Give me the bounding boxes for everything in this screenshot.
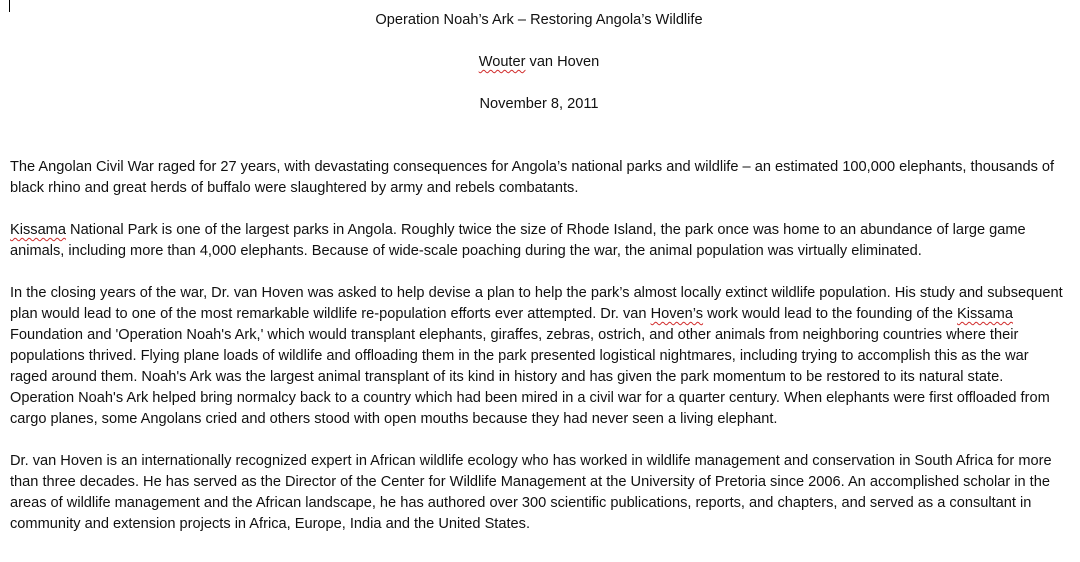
document-author xyxy=(10,52,1068,73)
paragraph-3-text-b: work would lead to the founding of the xyxy=(703,306,957,322)
spellcheck-word-hovens[interactable]: Hoven’s xyxy=(650,306,704,322)
document-body[interactable] xyxy=(10,10,1068,535)
spellcheck-word-kissama-2[interactable]: Kissama xyxy=(957,306,1013,322)
paragraph-2-text: National Park is one of the largest parks in Angola. Roughly twice the size of Rhode Island, the park once was home to an abundance of large game animals, including more than 4,000 elephants. Because of wide-scale poaching during the war, the animal population was virtually eliminated. xyxy=(10,222,1026,259)
paragraph-3 xyxy=(10,283,1068,430)
author-surname: van Hoven xyxy=(525,54,600,70)
spacer xyxy=(10,115,1068,157)
paragraph-3-text-a: In the closing years of the war, Dr. van Hoven was asked to help devise a plan to help the park’s almost locally extinct wildlife population. His study and subsequent plan would lead to one of the most remarkable wildlife re-population efforts ever attempted. Dr. van xyxy=(10,285,1063,322)
document-date: November 8, 2011 xyxy=(479,96,599,112)
paragraph-1: The Angolan Civil War raged for 27 years, with devastating consequences for Angola’s national parks and wildlife – an estimated 100,000 elephants, thousands of black rhino and great herds of buffalo were slaughtered by army and rebels combatants. xyxy=(10,159,1055,196)
spacer xyxy=(10,430,1068,451)
spacer xyxy=(10,262,1068,283)
paragraph-2 xyxy=(10,220,1068,262)
spellcheck-word-kissama[interactable]: Kissama xyxy=(10,222,66,238)
spellcheck-word-author[interactable]: Wouter xyxy=(478,54,526,70)
spacer xyxy=(10,199,1068,220)
document-title: Operation Noah’s Ark – Restoring Angola’s Wildlife xyxy=(375,12,703,28)
paragraph-4: Dr. van Hoven is an internationally recognized expert in African wildlife ecology who has worked in wildlife management and conservation in South Africa for more than three decades. He has served as the Director of the Center for Wildlife Management at the University of Pretoria since 2006. An accomplished scholar in the areas of wildlife management and the African landscape, he has authored over 300 scientific publications, reports, and chapters, and served as a consultant in community and extension projects in Africa, Europe, India and the United States. xyxy=(10,453,1052,532)
paragraph-3-text-c: Foundation and 'Operation Noah's Ark,' which would transplant elephants, giraffes, zebras, ostrich, and other animals from neighboring countries where their populations thrived. Flying plane loads of wildlife and offloading them in the park presented logistical nightmares, including trying to accomplish this as the war raged around them. Noah's Ark was the largest animal transplant of its kind in history and has given the park momentum to be restored to its natural state. Operation Noah's Ark helped bring normalcy back to a country which had been mired in a civil war for a quarter century. When elephants were first offloaded from cargo planes, some Angolans cried and others stood with open mouths because they had never seen a living elephant. xyxy=(10,327,1050,427)
